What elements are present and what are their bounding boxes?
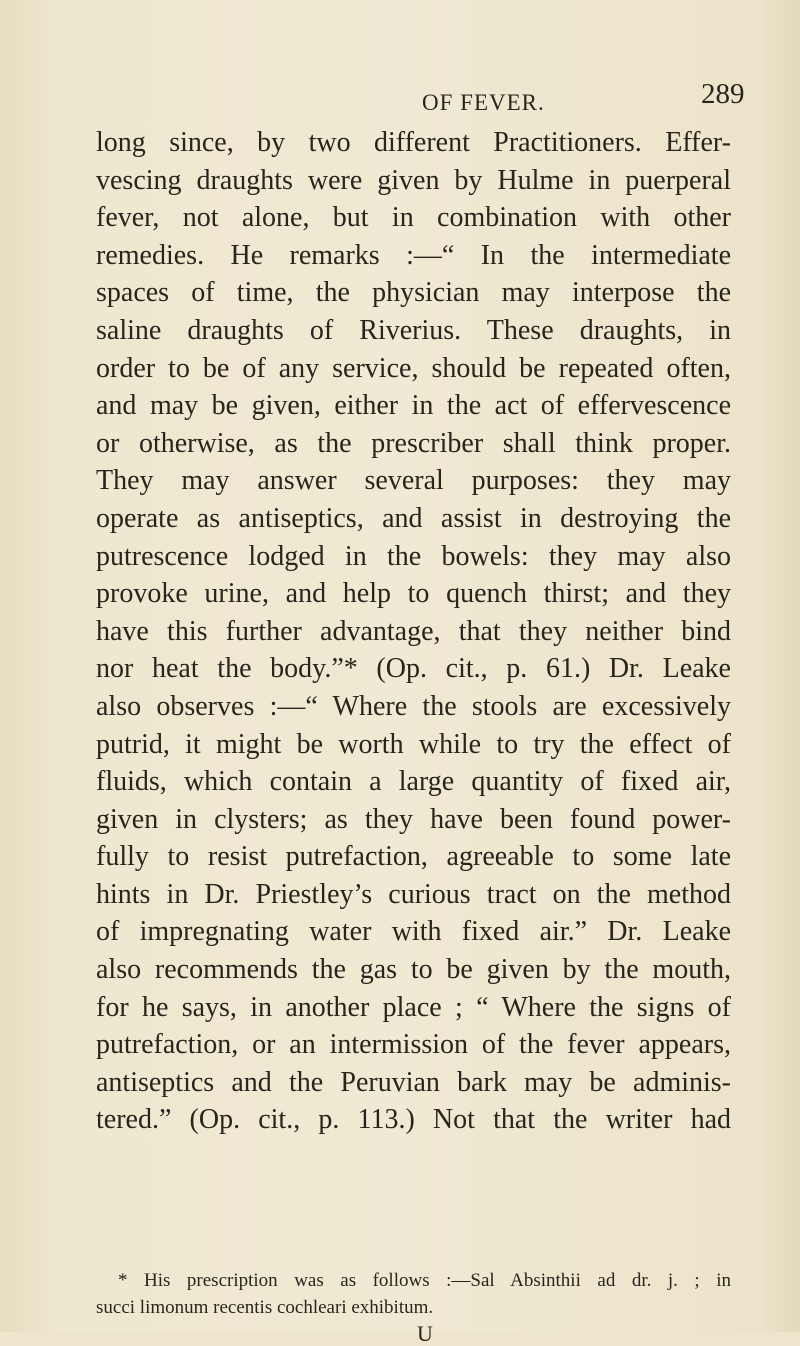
text-line: fluids, which contain a large quantity of fixed air, bbox=[96, 766, 731, 798]
text-line: of impregnating water with fixed air.” Dr. Leake bbox=[96, 916, 731, 948]
body-text bbox=[96, 124, 731, 1139]
footnote-line: succi limonum recentis cochleari exhibitum. bbox=[96, 1297, 434, 1318]
text-line: saline draughts of Riverius. These draughts, in bbox=[96, 314, 731, 346]
footnote-line: * His prescription was as follows :—Sal Absinthii ad dr. j. ; in bbox=[118, 1270, 731, 1291]
text-line: spaces of time, the physician may interpose the bbox=[96, 277, 731, 309]
footnote bbox=[96, 1267, 731, 1321]
text-line: nor heat the body.”* (Op. cit., p. 61.) Dr. Leake bbox=[96, 653, 731, 685]
text-line: fever, not alone, but in combination with other bbox=[96, 202, 731, 234]
text-line: order to be of any service, should be repeated often, bbox=[96, 352, 731, 384]
text-line: hints in Dr. Priestley’s curious tract on the method bbox=[96, 878, 731, 910]
text-line: antiseptics and the Peruvian bark may be adminis- bbox=[96, 1066, 731, 1098]
text-line: given in clysters; as they have been found power- bbox=[96, 803, 731, 835]
text-line: putrid, it might be worth while to try the effect of bbox=[96, 728, 731, 760]
text-line: tered.” (Op. cit., p. 113.) Not that the writer had bbox=[96, 1104, 731, 1136]
page-number: 289 bbox=[701, 78, 745, 110]
text-line: putrescence lodged in the bowels: they may also bbox=[96, 540, 731, 572]
text-line: also recommends the gas to be given by the mouth, bbox=[96, 954, 731, 986]
text-line: long since, by two different Practitioners. Effer- bbox=[96, 127, 731, 158]
text-line: and may be given, either in the act of effervescence bbox=[96, 390, 731, 422]
text-line: fully to resist putrefaction, agreeable to some late bbox=[96, 841, 731, 873]
text-line: They may answer several purposes: they may bbox=[96, 465, 731, 497]
text-line: vescing draughts were given by Hulme in puerperal bbox=[96, 164, 731, 196]
running-head: OF FEVER. bbox=[422, 90, 545, 115]
text-line: operate as antiseptics, and assist in destroying the bbox=[96, 502, 731, 534]
text-line: provoke urine, and help to quench thirst; and they bbox=[96, 578, 731, 610]
text-line: remedies. He remarks :—“ In the intermediate bbox=[96, 239, 731, 271]
text-line: have this further advantage, that they neither bind bbox=[96, 615, 731, 647]
text-line: or otherwise, as the prescriber shall think proper. bbox=[96, 427, 731, 459]
text-line: putrefaction, or an intermission of the fever appears, bbox=[96, 1029, 731, 1061]
text-line: also observes :—“ Where the stools are excessively bbox=[96, 690, 731, 722]
text-line: for he says, in another place ; “ Where the signs of bbox=[96, 991, 731, 1023]
signature-mark: U bbox=[417, 1321, 433, 1346]
